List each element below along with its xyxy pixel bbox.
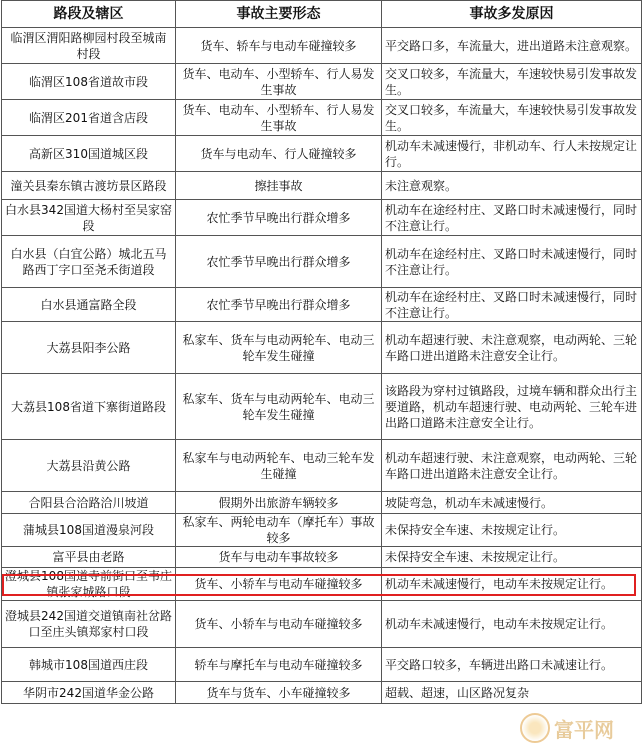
row-form-cell: 货车与货车、小车碰撞较多	[176, 682, 382, 704]
row-cause-cell: 坡陡弯急，机动车未减速慢行。	[382, 492, 642, 514]
table-row	[2, 28, 642, 64]
row-form-cell: 擦挂事故	[176, 172, 382, 200]
row-section-cell: 大荔县沿黄公路	[2, 440, 176, 492]
row-form-cell: 农忙季节早晚出行群众增多	[176, 236, 382, 288]
row-form-cell: 货车、轿车与电动车碰撞较多	[176, 28, 382, 64]
row-cause-cell: 该路段为穿村过镇路段，过境车辆和群众出行主要道路，机动车超速行驶、电动两轮、三轮车进出路口道路未注意安全让行。	[382, 374, 642, 440]
row-cause-cell: 机动车在途经村庄、叉路口时未减速慢行，同时不注意让行。	[382, 236, 642, 288]
row-section-cell: 白水县342国道大杨村至吴家窑段	[2, 200, 176, 236]
row-cause-cell: 未保持安全车速、未按规定让行。	[382, 514, 642, 547]
row-cause-cell: 机动车未减速慢行，非机动车、行人未按规定让行。	[382, 136, 642, 172]
row-section-cell: 临渭区201省道含店段	[2, 100, 176, 136]
row-form-cell: 农忙季节早晚出行群众增多	[176, 200, 382, 236]
accident-table	[1, 0, 642, 704]
table-row	[2, 568, 642, 601]
row-cause-cell: 交叉口较多，车流量大，车速较快易引发事故发生。	[382, 64, 642, 100]
row-section-cell: 白水县通富路全段	[2, 288, 176, 322]
header-section: 路段及辖区	[2, 1, 176, 28]
table-row	[2, 492, 642, 514]
table-row	[2, 322, 642, 374]
watermark-logo-icon	[520, 713, 550, 743]
row-cause-cell: 机动车未减速慢行，电动车未按规定让行。	[382, 568, 642, 601]
row-section-cell: 蒲城县108国道漫泉河段	[2, 514, 176, 547]
table-row	[2, 136, 642, 172]
row-form-cell: 货车、小轿车与电动车碰撞较多	[176, 568, 382, 601]
table-row	[2, 514, 642, 547]
table-row	[2, 374, 642, 440]
row-cause-cell: 机动车在途经村庄、叉路口时未减速慢行，同时不注意让行。	[382, 288, 642, 322]
table-row	[2, 288, 642, 322]
table-body	[2, 28, 642, 704]
table-row	[2, 648, 642, 682]
watermark-text: 富平网	[554, 717, 614, 742]
table-row	[2, 100, 642, 136]
table-row	[2, 601, 642, 648]
row-cause-cell: 平交路口较多，车辆进出路口未减速让行。	[382, 648, 642, 682]
row-form-cell: 农忙季节早晚出行群众增多	[176, 288, 382, 322]
row-form-cell: 假期外出旅游车辆较多	[176, 492, 382, 514]
row-section-cell: 白水县（白宜公路）城北五马路西丁字口至尧禾街道段	[2, 236, 176, 288]
row-cause-cell: 未保持安全车速、未按规定让行。	[382, 547, 642, 568]
row-cause-cell: 交叉口较多，车流量大，车速较快易引发事故发生。	[382, 100, 642, 136]
row-section-cell: 富平县由老路	[2, 547, 176, 568]
table-row	[2, 440, 642, 492]
row-form-cell: 私家车、两轮电动车（摩托车）事故较多	[176, 514, 382, 547]
row-form-cell: 货车与电动车事故较多	[176, 547, 382, 568]
row-section-cell: 澄城县108国道寺前街口至韦庄镇张家城路口段	[2, 568, 176, 601]
row-section-cell: 大荔县108省道下寨街道路段	[2, 374, 176, 440]
row-cause-cell: 机动车超速行驶、未注意观察，电动两轮、三轮车路口进出道路未注意安全让行。	[382, 440, 642, 492]
table-header-row	[2, 1, 642, 28]
header-form: 事故主要形态	[176, 1, 382, 28]
row-cause-cell: 平交路口多，车流量大，进出道路未注意观察。	[382, 28, 642, 64]
row-section-cell: 合阳县合洽路洽川坡道	[2, 492, 176, 514]
row-cause-cell: 超载、超速，山区路况复杂	[382, 682, 642, 704]
table-row	[2, 236, 642, 288]
row-form-cell: 私家车、货车与电动两轮车、电动三轮车发生碰撞	[176, 322, 382, 374]
row-form-cell: 货车、电动车、小型轿车、行人易发生事故	[176, 100, 382, 136]
row-form-cell: 货车与电动车、行人碰撞较多	[176, 136, 382, 172]
row-form-cell: 货车、电动车、小型轿车、行人易发生事故	[176, 64, 382, 100]
row-section-cell: 华阴市242国道华金公路	[2, 682, 176, 704]
row-form-cell: 轿车与摩托车与电动车碰撞较多	[176, 648, 382, 682]
watermark	[520, 710, 638, 746]
row-section-cell: 临渭区渭阳路柳园村段至城南村段	[2, 28, 176, 64]
row-form-cell: 货车、小轿车与电动车碰撞较多	[176, 601, 382, 648]
row-section-cell: 大荔县阳李公路	[2, 322, 176, 374]
row-form-cell: 私家车与电动两轮车、电动三轮车发生碰撞	[176, 440, 382, 492]
table-row	[2, 200, 642, 236]
table-row	[2, 172, 642, 200]
header-cause: 事故多发原因	[382, 1, 642, 28]
row-cause-cell: 未注意观察。	[382, 172, 642, 200]
table-row	[2, 547, 642, 568]
row-section-cell: 临渭区108省道故市段	[2, 64, 176, 100]
row-cause-cell: 机动车未减速慢行，电动车未按规定让行。	[382, 601, 642, 648]
row-section-cell: 潼关县秦东镇古渡坊景区路段	[2, 172, 176, 200]
row-form-cell: 私家车、货车与电动两轮车、电动三轮车发生碰撞	[176, 374, 382, 440]
row-section-cell: 澄城县242国道交道镇南社岔路口至庄头镇郑家村口段	[2, 601, 176, 648]
row-section-cell: 韩城市108国道西庄段	[2, 648, 176, 682]
row-cause-cell: 机动车在途经村庄、叉路口时未减速慢行，同时不注意让行。	[382, 200, 642, 236]
row-section-cell: 高新区310国道城区段	[2, 136, 176, 172]
table-row	[2, 64, 642, 100]
table-row	[2, 682, 642, 704]
row-cause-cell: 机动车超速行驶、未注意观察，电动两轮、三轮车路口进出道路未注意安全让行。	[382, 322, 642, 374]
